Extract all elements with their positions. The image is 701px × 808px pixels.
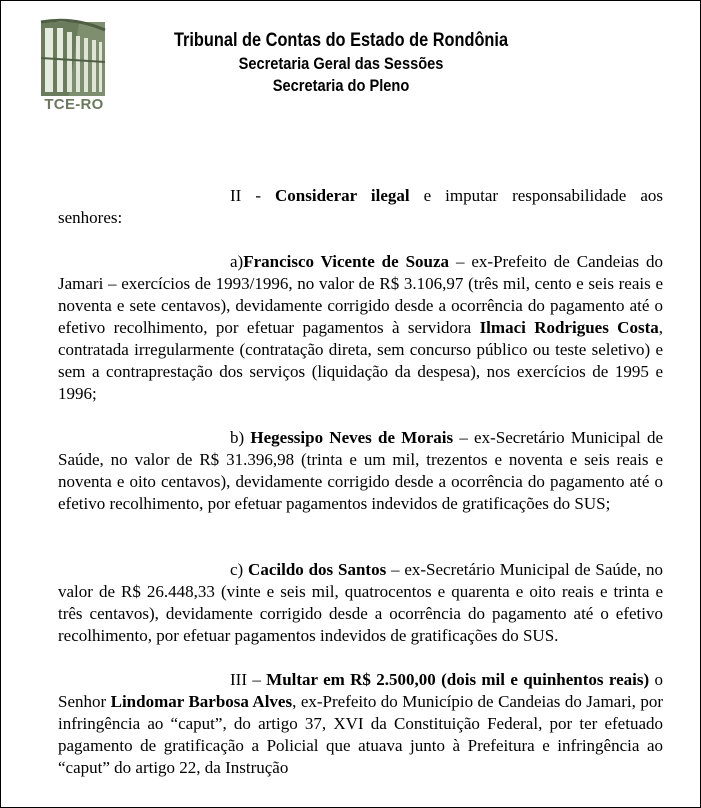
item-a-name2: Ilmaci Rodrigues Costa: [479, 318, 659, 337]
item-a-text1: – ex-Prefeito de Candeias do Jamari – exercícios de 1993/1996, no valor de R$ 3.106,97 (três mil, cento e seis reais e noventa e sete centavos), devidamente corrigido desde a ocorrência do pagamento até o efetivo recolhimento, por efetuar pagamentos à servidora: [58, 252, 663, 337]
item-iii-name: Lindomar Barbosa Alves: [110, 692, 293, 711]
item-iii: [58, 669, 663, 779]
item-a: [58, 251, 663, 405]
item-a-text2: , contratada irregularmente (contratação direta, sem concurso público ou teste seletivo) e sem a contraprestação dos serviços (liquidação da despesa), nos exercícios de 1995 e 1996;: [58, 318, 663, 403]
item-iii-text1: o Senhor: [58, 670, 663, 711]
item-b: [58, 427, 663, 515]
header-subtitle: Secretaria Geral das Sessões: [238, 54, 444, 73]
item-iii-text2: , ex-Prefeito do Município de Candeias do Jamari, por infringência ao “caput”, do artigo 37, XVI da Constituição Federal, por ter efetuado pagamento de gratificação a Policial que atuava junto à Prefeitura e infringência ao “caput” do artigo 22, da Instrução: [58, 692, 663, 777]
item-c-label: c): [230, 560, 249, 579]
logo-caption: TCE-RO: [44, 96, 104, 113]
item-ii-text: e imputar responsabilidade aos senhores:: [58, 186, 663, 227]
item-ii-bold: Considerar ilegal: [275, 186, 410, 205]
document-body: [58, 185, 663, 801]
item-b-label: b): [230, 428, 251, 447]
item-c: [58, 559, 663, 647]
item-iii-prefix: III –: [230, 670, 267, 689]
item-c-text: – ex-Secretário Municipal de Saúde, no valor de R$ 26.448,33 (vinte e seis mil, quatrocentos e quarenta e oito reais e trinta e três centavos), devidamente corrigido desde a ocorrência do pagamento até o efetivo recolhimento, por efetuar pagamentos indevidos de gratificações do SUS.: [58, 560, 663, 645]
item-ii: [58, 185, 663, 229]
item-a-name: Francisco Vicente de Souza: [243, 252, 450, 271]
header-department: Secretaria do Pleno: [272, 76, 410, 95]
item-ii-prefix: II -: [230, 186, 276, 205]
item-b-text: – ex-Secretário Municipal de Saúde, no valor de R$ 31.396,98 (trinta e um mil, trezentos e noventa e seis reais e noventa e oito centavos), devidamente corrigido desde a ocorrência do pagamento até o efetivo recolhimento, por efetuar pagamentos indevidos de gratificações do SUS;: [58, 428, 663, 513]
item-iii-bold: Multar em R$ 2.500,00 (dois mil e quinhentos reais): [266, 670, 650, 689]
item-c-name: Cacildo dos Santos: [248, 560, 387, 579]
header-title: Tribunal de Contas do Estado de Rondônia: [173, 30, 509, 51]
item-b-name: Hegessipo Neves de Morais: [250, 428, 454, 447]
item-a-label: a): [230, 252, 244, 271]
